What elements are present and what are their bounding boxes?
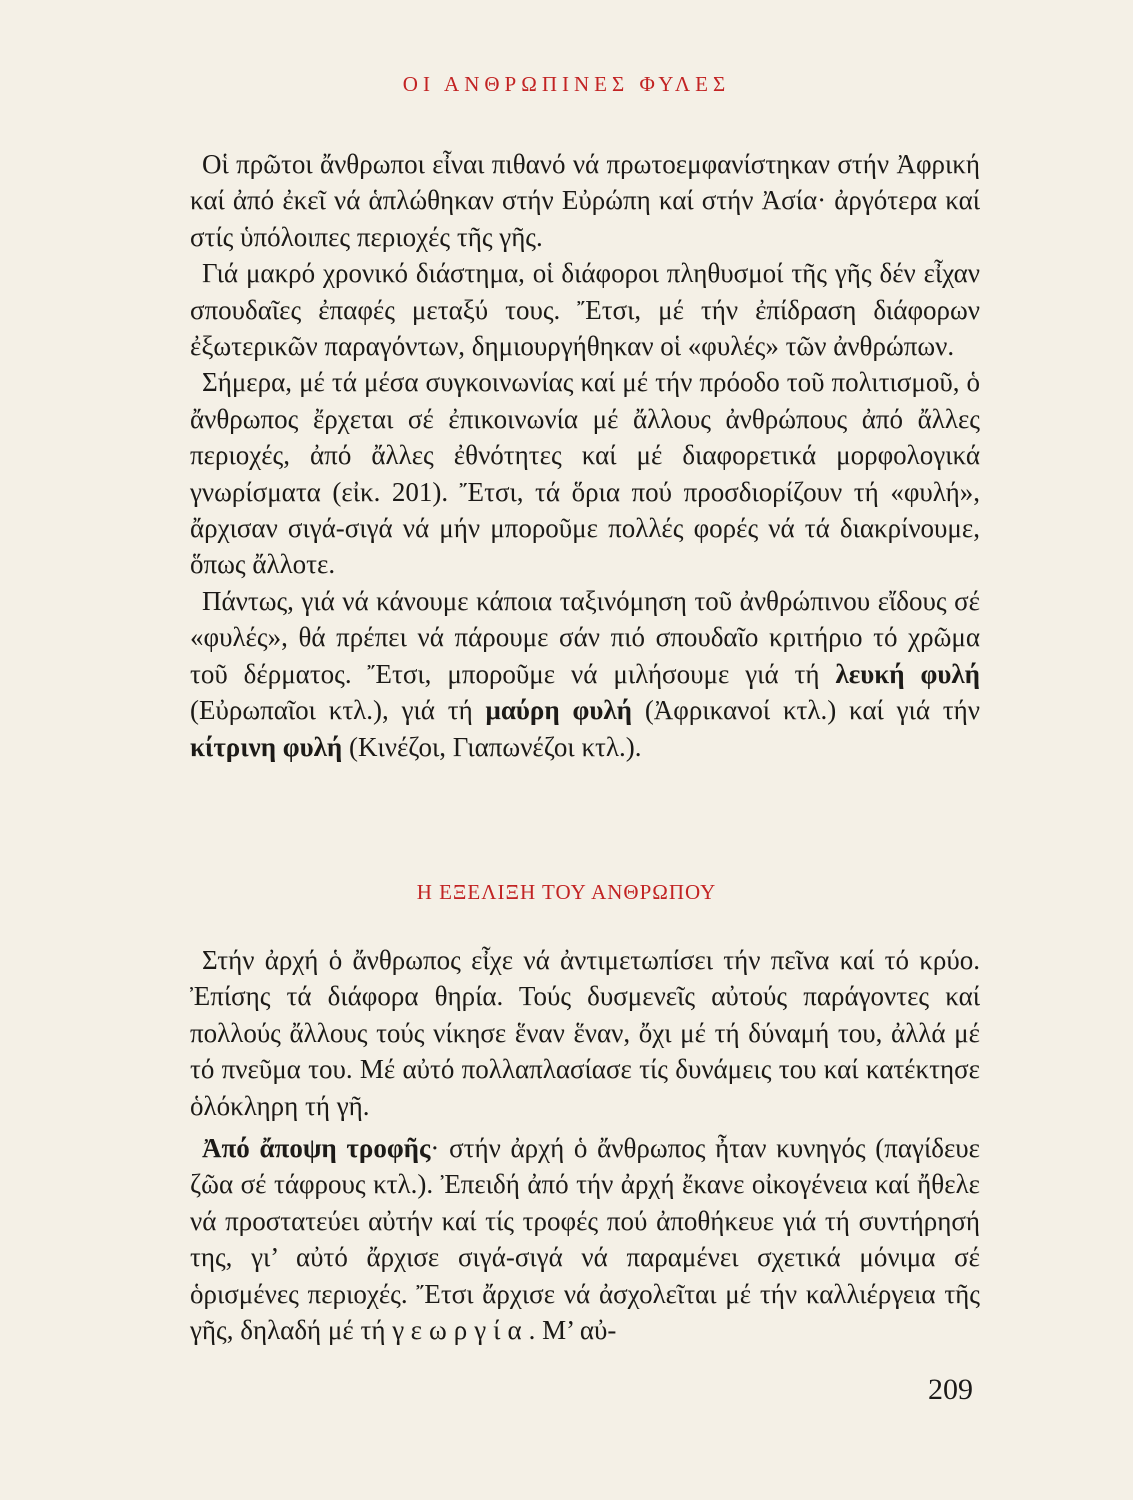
chapter-title: ΟΙ ΑΝΘΡΩΠΙΝΕΣ ΦΥΛΕΣ — [402, 72, 731, 96]
spaced-term: γεωργία — [392, 1315, 529, 1346]
paragraph — [190, 1130, 980, 1348]
text-run: · στήν ἀρχή ὁ ἄνθρωπος ἦταν κυνηγός (παγίδευε ζῶα σέ τάφρους κτλ.). Ἐπειδή ἀπό τήν ἀρχή ἔκανε οἰκογένεια καί ἤθελε νά προστατεύει αὐτήν καί τίς τροφές πού ἀποθήκευε γιά τή συντήρησή της, γι’ αὐτό ἄρχισε σιγά-σιγά νά παραμένει σχετικά μόνιμα σέ ὁρισμένες περιοχές. Ἔτσι ἄρχισε νά ἀσχολεῖται μέ τήν καλλιέργεια τῆς γῆς, δηλαδή μέ τή — [190, 1133, 980, 1346]
section-evolution — [190, 942, 980, 1124]
paragraph: Οἱ πρῶτοι ἄνθρωποι εἶναι πιθανό νά πρωτοεμφανίστηκαν στήν Ἀφρική καί ἀπό ἐκεῖ νά ἁπλώθηκαν στήν Εὐρώπη καί στήν Ἀσία· ἀργότερα καί στίς ὑπόλοιπες περιοχές τῆς γῆς. — [190, 149, 980, 252]
bold-term: μαύρη φυλή — [485, 695, 632, 726]
text-run: (Εὐρωπαῖοι κτλ.), γιά τή — [190, 695, 486, 726]
text-run: (Κινέζοι, Γιαπωνέζοι κτλ.). — [342, 731, 642, 762]
paragraph: Στήν ἀρχή ὁ ἄνθρωπος εἶχε νά ἀντιμετωπίσει τήν πεῖνα καί τό κρύο. Ἐπίσης τά διάφορα θηρία. Τούς δυσμενεῖς αὐτούς παράγοντες καί πολλούς ἄλλους τούς νίκησε ἕναν ἕναν, ὄχι μέ τή δύναμή του, ἀλλά μέ τό πνεῦμα του. Μέ αὐτό πολλαπλασίασε τίς δυνάμεις του καί κατέκτησε ὁλόκληρη τή γῆ. — [190, 945, 980, 1121]
page-number: 209 — [928, 1373, 973, 1406]
section-food — [190, 1130, 980, 1348]
section-title: Η ΕΞΕΛΙΞΗ ΤΟΥ ΑΝΘΡΩΠΟΥ — [416, 880, 717, 904]
paragraph: Γιά μακρό χρονικό διάστημα, οἱ διάφοροι πληθυσμοί τῆς γῆς δέν εἶχαν σπουδαῖες ἐπαφές μεταξύ τους. Ἔτσι, μέ τήν ἐπίδραση διάφορων ἐξωτερικῶν παραγόντων, δημιουργήθηκαν οἱ «φυλές» τῶν ἀνθρώπων. — [190, 258, 980, 362]
text-run: . Μ’ αὐ- — [528, 1315, 617, 1346]
bold-term: κίτρινη φυλή — [190, 731, 343, 762]
paragraph: Σήμερα, μέ τά μέσα συγκοινωνίας καί μέ τήν πρόοδο τοῦ πολιτισμοῦ, ὁ ἄνθρωπος ἔρχεται σέ ἐπικοινωνία μέ ἄλλους ἀνθρώπους ἀπό ἄλλες περιοχές, ἀπό ἄλλες ἐθνότητες καί μέ διαφορετικά μορφολογικά γνωρίσματα (εἰκ. 201). Ἔτσι, τά ὅρια πού προσδιορίζουν τή «φυλή», ἄρχισαν σιγά-σιγά νά μήν μποροῦμε πολλές φορές νά τά διακρίνουμε, ὅπως ἄλλοτε. — [190, 367, 980, 580]
paragraph — [190, 583, 980, 765]
text-run: (Ἀφρικανοί κτλ.) καί γιά τήν — [632, 695, 980, 726]
bold-term: λευκή φυλή — [835, 658, 980, 689]
section-races — [190, 146, 980, 765]
bold-term: Ἀπό ἄποψη τροφῆς — [202, 1133, 431, 1163]
text-run: Πάντως, γιά νά κάνουμε κάποια ταξινόμηση τοῦ ἀνθρώπινου εἴδους σέ «φυλές», θά πρέπει νά πάρουμε σάν πιό σπουδαῖο κριτήριο τό χρῶμα τοῦ δέρματος. Ἔτσι, μποροῦμε νά μιλήσουμε γιά τή — [190, 585, 980, 689]
